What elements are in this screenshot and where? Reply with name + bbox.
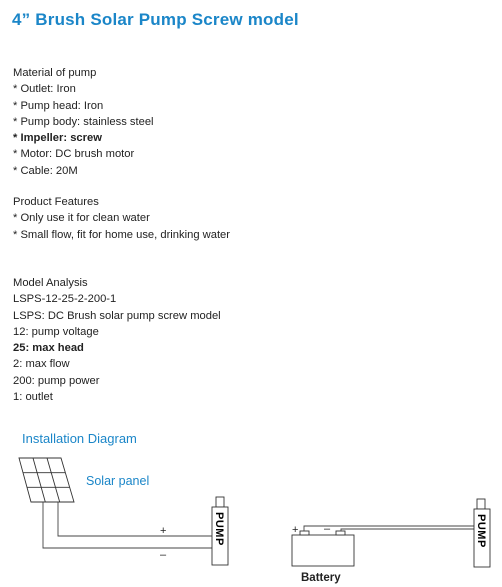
model-lsps: LSPS: DC Brush solar pump screw model (13, 309, 221, 322)
features-item-clean-water: * Only use it for clean water (13, 212, 150, 225)
solar-wiring (43, 502, 212, 548)
model-code: LSPS-12-25-2-200-1 (13, 293, 117, 306)
pump-right-label: PUMP (475, 514, 487, 548)
minus-sign-left: – (160, 549, 167, 561)
material-item-impeller: * Impeller: screw (13, 132, 102, 145)
battery-minus-sign: – (324, 523, 331, 535)
solar-panel-icon (19, 458, 74, 502)
pump-left-label: PUMP (213, 512, 225, 546)
battery-label: Battery (301, 572, 341, 584)
features-heading: Product Features (13, 196, 99, 208)
plus-sign-left: + (160, 525, 167, 537)
features-item-small-flow: * Small flow, fit for home use, drinking water (13, 228, 231, 241)
pump-left (212, 497, 228, 565)
material-item-outlet: * Outlet: Iron (13, 83, 76, 96)
material-heading: Material of pump (13, 67, 97, 79)
solar-panel-label: Solar panel (86, 474, 150, 488)
battery-plus-sign: + (292, 524, 299, 536)
material-item-pump-body: * Pump body: stainless steel (13, 115, 154, 128)
model-voltage: 12: pump voltage (13, 325, 99, 338)
model-power: 200: pump power (13, 374, 100, 387)
model-max-flow: 2: max flow (13, 358, 70, 371)
installation-diagram-title: Installation Diagram (22, 431, 137, 446)
model-outlet: 1: outlet (13, 391, 53, 404)
material-item-pump-head: * Pump head: Iron (13, 99, 104, 112)
battery-icon (292, 531, 354, 566)
pump-right (474, 499, 490, 567)
model-max-head: 25: max head (13, 342, 84, 355)
page-title: 4” Brush Solar Pump Screw model (12, 10, 299, 29)
material-item-motor: * Motor: DC brush motor (13, 148, 135, 161)
model-heading: Model Analysis (13, 277, 88, 289)
material-item-cable: * Cable: 20M (13, 164, 78, 177)
